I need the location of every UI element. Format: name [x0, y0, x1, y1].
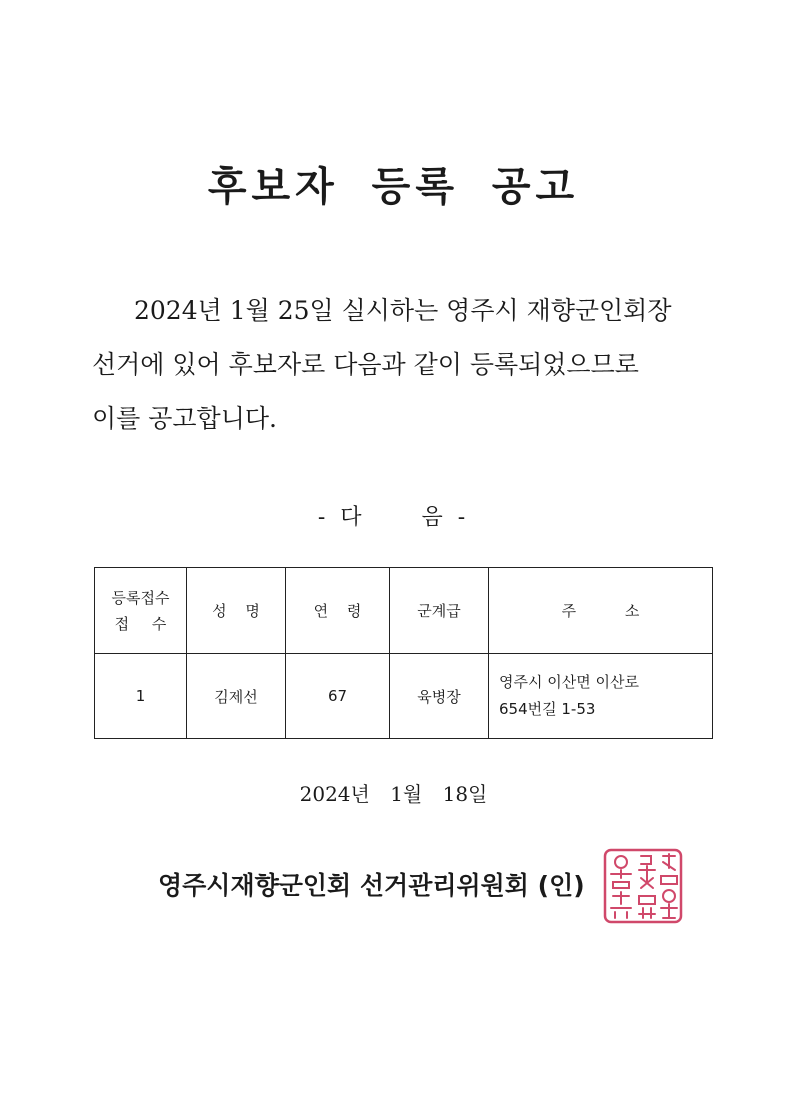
header-rank: 군계급	[390, 568, 489, 654]
cell-rank: 육병장	[390, 654, 489, 739]
cell-age: 67	[286, 654, 390, 739]
notice-body-line-3: 이를 공고합니다.	[92, 404, 277, 433]
cell-reg-no: 1	[95, 654, 187, 739]
header-address: 주 소	[489, 568, 713, 654]
notice-body-line-2: 선거에 있어 후보자로 다음과 같이 등록되었으므로	[92, 350, 639, 379]
header-reg-no-line-1: 등록접수	[111, 588, 170, 607]
official-seal-icon	[603, 848, 683, 924]
cell-name: 김제선	[187, 654, 286, 739]
notice-date: 2024년 1월 18일	[299, 782, 488, 806]
header-age: 연 령	[286, 568, 390, 654]
notice-body	[92, 284, 722, 446]
header-name: 성 명	[187, 568, 286, 654]
notice-body-line-1: 2024년 1월 25일 실시하는 영주시 재향군인회장	[134, 296, 672, 325]
cell-address-line-1: 영주시 이산면 이산로	[499, 673, 639, 691]
cell-address-line-2: 654번길 1-53	[499, 700, 596, 718]
table-row	[95, 654, 713, 739]
seal-graphic	[603, 848, 683, 924]
sub-heading-right: 음 -	[421, 505, 470, 530]
sub-heading	[0, 500, 787, 531]
header-reg-no-line-2: 접 수	[114, 614, 167, 633]
candidate-table	[94, 567, 713, 739]
table-header-row	[95, 568, 713, 654]
cell-address	[489, 654, 713, 739]
sub-heading-left: - 다	[317, 505, 366, 530]
page-title: 후보자 등록 공고	[207, 163, 580, 210]
issuer-name: 영주시재향군인회 선거관리위원회 (인)	[158, 871, 585, 900]
header-reg-no	[95, 568, 187, 654]
